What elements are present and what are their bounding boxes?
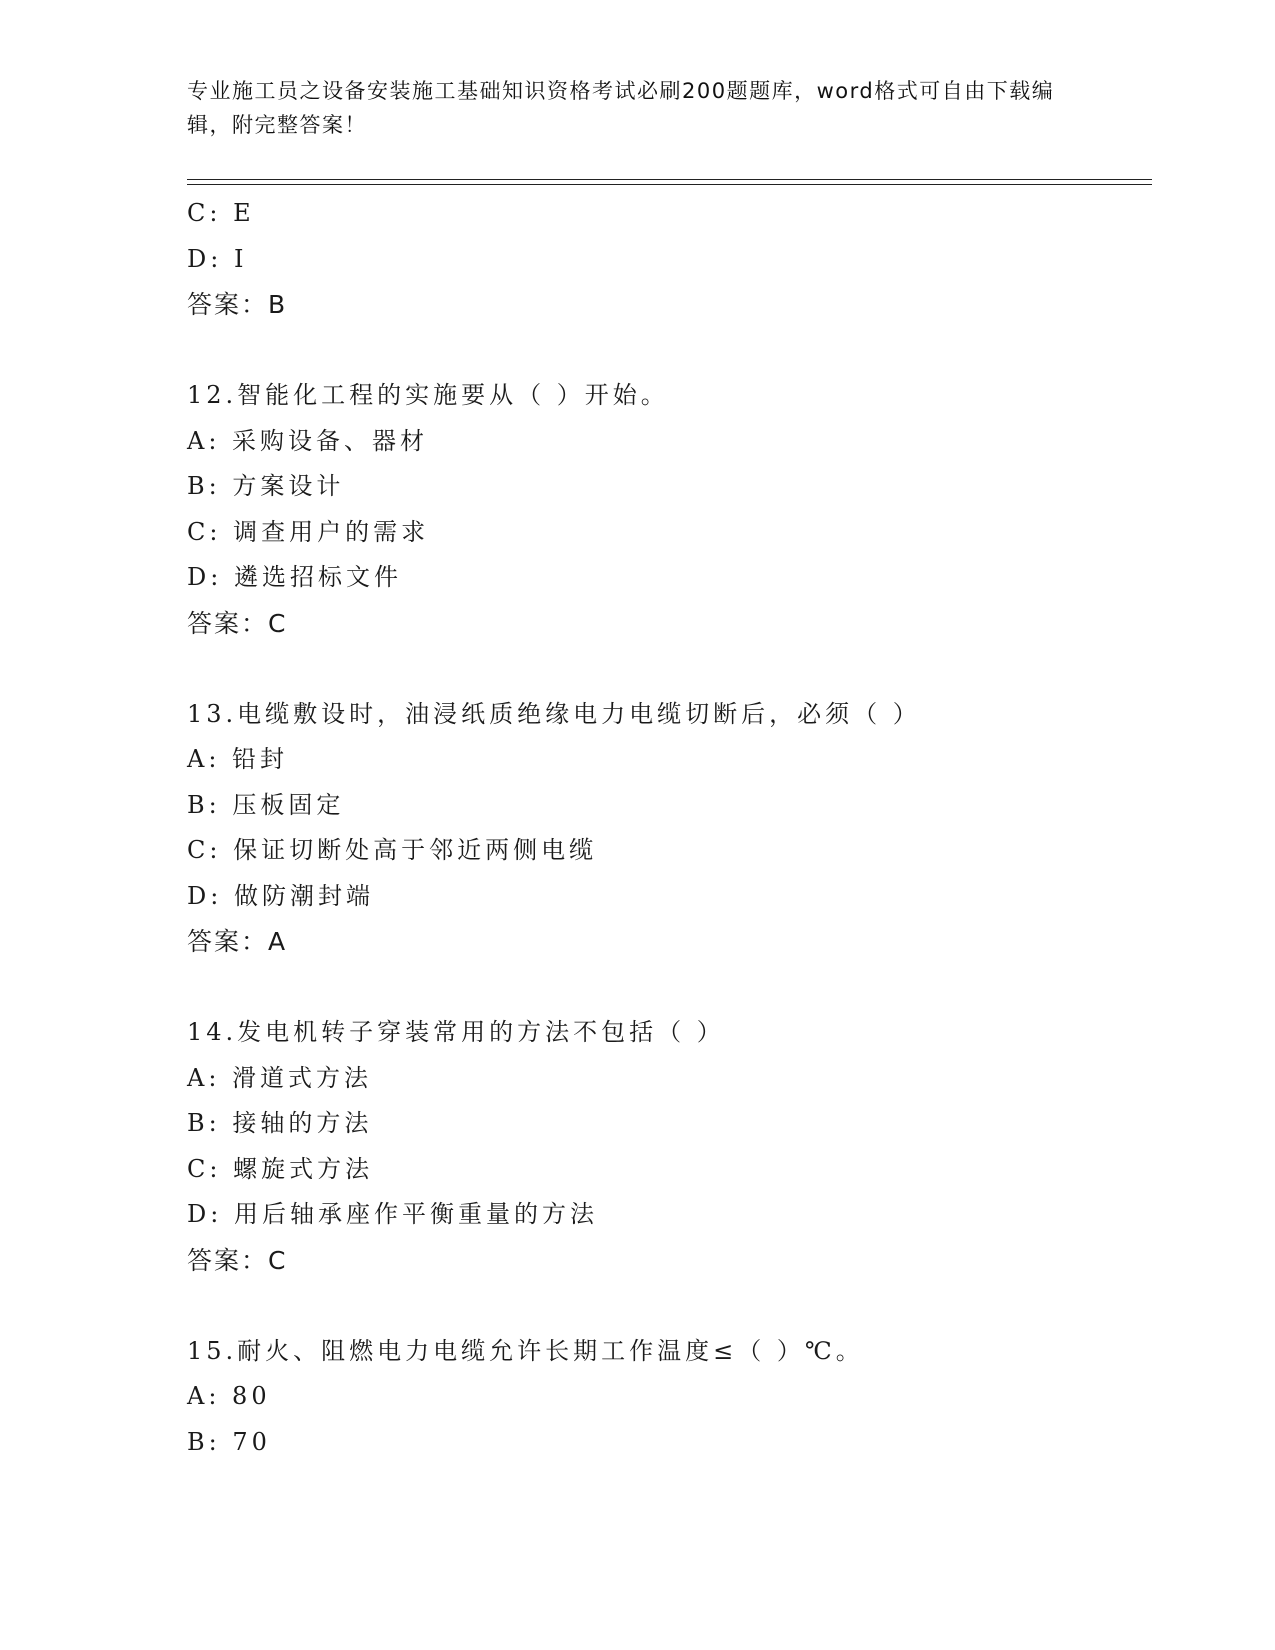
page-header: 专业施工员之设备安装施工基础知识资格考试必刷200题题库，word格式可自由下载编辑，附完整答案！ [187,79,1055,137]
option-d: D: 遴选招标文件 [187,563,402,591]
option-a: A: 采购设备、器材 [187,426,429,455]
question-block-11 [187,191,1152,328]
answer-line: 答案：A [187,927,288,956]
option-c: C: E [187,199,255,227]
option-c: C: 螺旋式方法 [187,1154,374,1183]
option-a: A: 滑道式方法 [187,1063,373,1092]
option-a: A: 80 [187,1382,271,1410]
spacer [187,328,1152,374]
option-b: B: 方案设计 [187,472,345,500]
question-text: 14.发电机转子穿装常用的方法不包括（ ） [187,1018,725,1046]
question-block-15 [187,1329,1152,1466]
question-block-14 [187,1010,1152,1283]
question-text: 15.耐火、阻燃电力电缆允许长期工作温度≤（ ）℃。 [187,1336,864,1365]
option-b: B: 接轴的方法 [187,1109,373,1137]
header-rule-bottom [187,184,1152,185]
header-rule-top [187,179,1152,180]
question-text: 13.电缆敷设时，油浸纸质绝缘电力电缆切断后，必须（ ） [187,699,921,728]
spacer [187,646,1152,692]
option-b: B: 压板固定 [187,790,345,819]
spacer [187,965,1152,1011]
option-b: B: 70 [187,1427,271,1456]
option-d: D: 做防潮封端 [187,881,374,910]
question-block-13 [187,692,1152,965]
spacer [187,1283,1152,1329]
answer-line: 答案：C [187,608,288,638]
option-d: D: I [187,244,248,273]
answer-line: 答案：C [187,1245,288,1275]
option-c: C: 调查用户的需求 [187,517,430,546]
question-block-12 [187,373,1152,646]
option-c: C: 保证切断处高于邻近两侧电缆 [187,836,598,864]
question-list [187,191,1152,1465]
answer-line: 答案：B [187,290,288,319]
question-text: 12.智能化工程的实施要从（ ）开始。 [187,381,669,409]
option-d: D: 用后轴承座作平衡重量的方法 [187,1200,598,1228]
option-a: A: 铅封 [187,745,289,773]
